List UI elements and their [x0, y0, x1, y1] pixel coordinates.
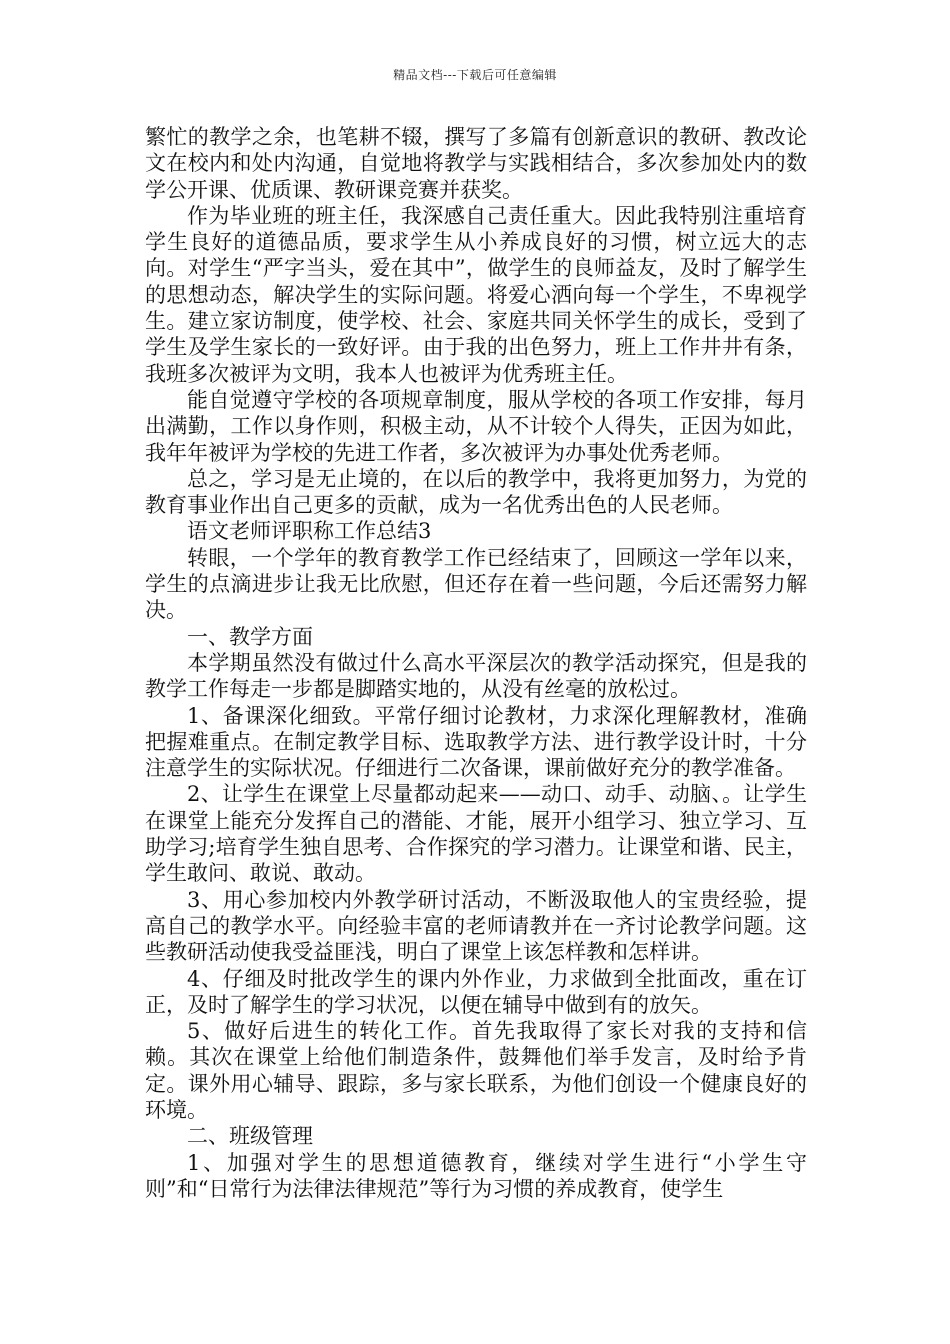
list-item-active-class: 2、让学生在课堂上尽量都动起来——动口、动手、动脑、。让学生在课堂上能充分发挥自己的潜能、才能，展开小组学习、独立学习、互助学习;培育学生独自思考、合作探究的学习潜力。让课堂和谐、民主，学生敢问、敢说、敢动。	[145, 782, 807, 886]
section-title-summary-3: 语文老师评职称工作总结3	[187, 519, 432, 544]
paragraph-year-review: 转眼，一个学年的教育教学工作已经结束了，回顾这一学年以来，学生的点滴进步让我无比欣慰，但还存在着一些问题，今后还需努力解决。	[145, 545, 807, 623]
list-item-struggling-students: 5、做好后进生的转化工作。首先我取得了家长对我的支持和信赖。其次在课堂上给他们制造条件，鼓舞他们举手发言，及时给予肯定。课外用心辅导、跟踪，多与家长联系，为他们创设一个健康良好的环境。	[145, 1019, 807, 1122]
page-header: 精品文档---下载后可任意编辑	[393, 68, 557, 82]
paragraph-conclusion: 总之，学习是无止境的，在以后的教学中，我将更加努力，为党的教育事业作出自己更多的贡献，成为一名优秀出色的人民老师。	[145, 466, 807, 518]
paragraph-teaching-intro: 本学期虽然没有做过什么高水平深层次的教学活动探究，但是我的教学工作每走一步都是脚踏实地的，从没有丝毫的放松过。	[145, 650, 807, 702]
heading-class-management: 二、班级管理	[187, 1124, 313, 1149]
list-item-homework-grading: 4、仔细及时批改学生的课内外作业，力求做到全批面改，重在订正，及时了解学生的学习状况，以便在辅导中做到有的放矢。	[145, 966, 807, 1017]
paragraph-rules-compliance: 能自觉遵守学校的各项规章制度，服从学校的各项工作安排，每月出满勤，工作以身作则，积极主动，从不计较个人得失，正因为如此，我年年被评为学校的先进工作者，多次被评为办事处优秀老师。	[145, 387, 807, 465]
document-body	[145, 124, 807, 1202]
list-item-research-activities: 3、用心参加校内外教学研讨活动，不断汲取他人的宝贵经验，提高自己的教学水平。向经验丰富的老师请教并在一齐讨论教学问题。这些教研活动使我受益匪浅，明白了课堂上该怎样教和怎样讲。	[145, 887, 807, 965]
list-item-lesson-prep: 1、备课深化细致。平常仔细讨论教材，力求深化理解教材，准确把握难重点。在制定教学目标、选取教学方法、进行教学设计时，十分注意学生的实际状况。仔细进行二次备课，课前做好充分的教学准备。	[145, 703, 807, 781]
heading-teaching: 一、教学方面	[187, 624, 313, 649]
paragraph-class-teacher: 作为毕业班的班主任，我深感自己责任重大。因此我特别注重培育学生良好的道德品质，要求学生从小养成良好的习惯，树立远大的志向。对学生“严字当头，爱在其中”，做学生的良师益友，及时了解学生的思想动态，解决学生的实际问题。将爱心洒向每一个学生，不卑视学生。建立家访制度，使学校、社会、家庭共同关怀学生的成长，受到了学生及学生家长的一致好评。由于我的出色努力，班上工作井井有条，我班多次被评为文明，我本人也被评为优秀班主任。	[145, 203, 807, 386]
paragraph-research-papers: 繁忙的教学之余，也笔耕不辍，撰写了多篇有创新意识的教研、教改论文在校内和处内沟通，自觉地将教学与实践相结合，多次参加处内的数学公开课、优质课、教研课竞赛并获奖。	[145, 125, 807, 202]
list-item-moral-education: 1、加强对学生的思想道德教育，继续对学生进行“小学生守则”和“日常行为法律法律规范”等行为习惯的养成教育，使学生	[145, 1150, 807, 1201]
